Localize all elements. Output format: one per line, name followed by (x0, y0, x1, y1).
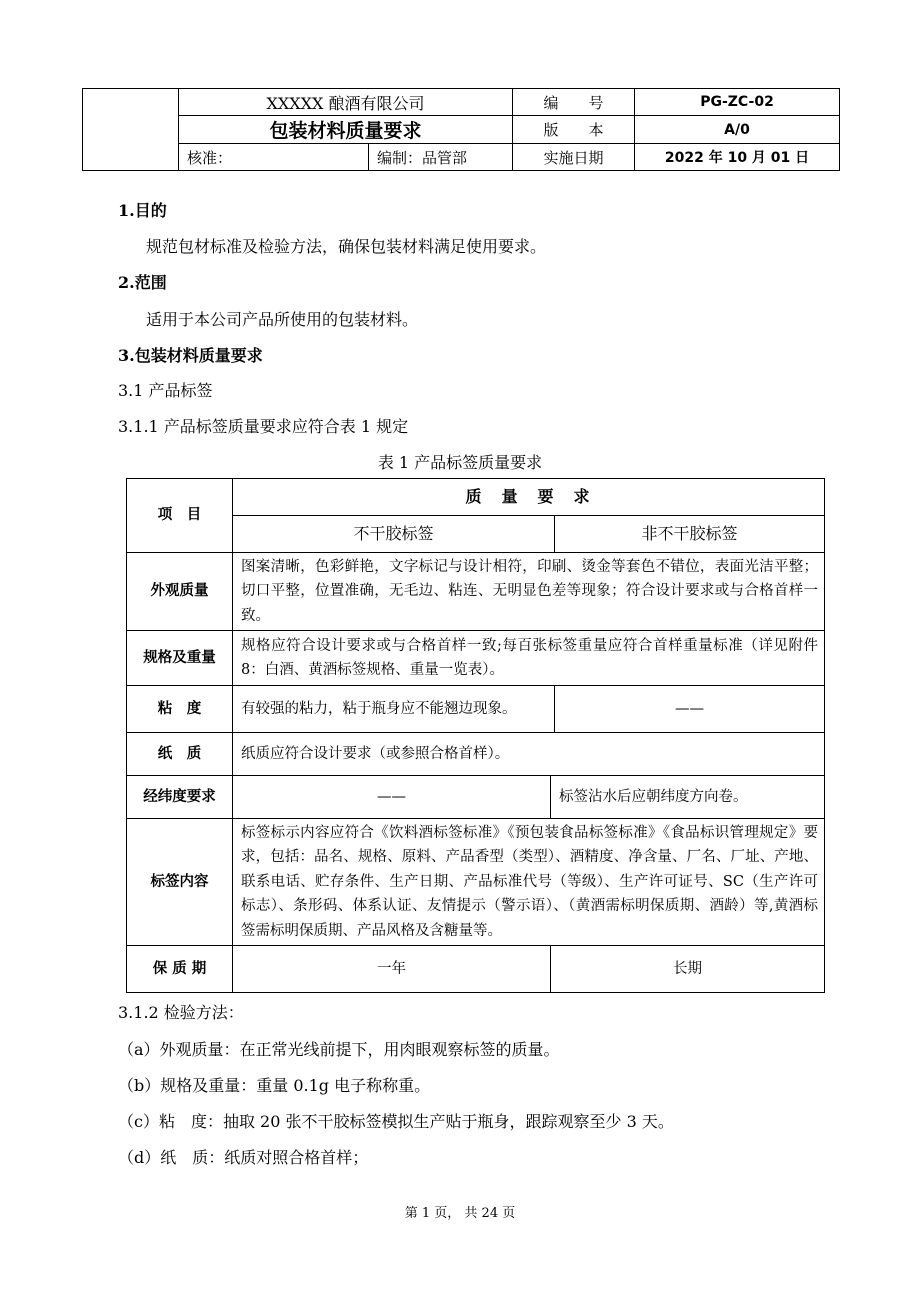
page-footer: 第 1 页， 共 24 页 (404, 1206, 516, 1221)
table-row (127, 776, 825, 819)
table-row (127, 553, 825, 631)
section-3-1-2-heading: 3.1.2 检验方法： (118, 1003, 244, 1022)
row-label: 粘 度 (127, 686, 233, 733)
method-d: （d）纸 质：纸质对照合格首样； (118, 1148, 369, 1167)
section-3-1-heading: 3.1 产品标签 (118, 381, 213, 400)
table-row (127, 819, 825, 946)
row-label: 经纬度要求 (127, 776, 233, 819)
section-1-heading: 1.目的 (118, 201, 167, 220)
method-c: （c）粘 度：抽取 20 张不干胶标签模拟生产贴于瓶身，跟踪观察至少 3 天。 (118, 1112, 674, 1131)
section-2-heading: 2.范围 (118, 273, 167, 292)
col-non-adhesive-header: 非不干胶标签 (555, 516, 825, 553)
doc-number-label: 编 号 (513, 89, 635, 116)
company-name: XXXXX 酿酒有限公司 (179, 89, 513, 116)
row-text: 规格应符合设计要求或与合格首样一致;每百张标签重量应符合首样重量标准（详见附件 8：白酒、黄酒标签规格、重量一览表）。 (233, 631, 825, 686)
table-row (127, 733, 825, 776)
method-b: （b）规格及重量：重量 0.1g 电子称称重。 (118, 1076, 431, 1095)
col-item-header: 项 目 (127, 479, 233, 553)
row-adhesive-text: 有较强的粘力，粘于瓶身应不能翘边现象。 (233, 686, 555, 733)
table-row (127, 631, 825, 686)
version-label: 版 本 (513, 116, 635, 144)
row-text: 标签标示内容应符合《饮料酒标签标准》《预包装食品标签标准》《食品标识管理规定》要求，包括：品名、规格、原料、产品香型（类型）、酒精度、净含量、厂名、厂址、产地、联系电话、贮存条件、生产日期、产品标准代号（等级）、生产许可证号、SC（生产许可标志）、条形码、体系认证、友情提示（警示语）、（黄酒需标明保质期、酒龄）等,黄酒标签需标明保质期、产品风格及含糖量等。 (233, 819, 825, 946)
row-label: 纸 质 (127, 733, 233, 776)
method-a: （a）外观质量：在正常光线前提下，用肉眼观察标签的质量。 (118, 1040, 560, 1059)
doc-title: 包装材料质量要求 (179, 116, 513, 144)
row-non-adhesive-text: 标签沾水后应朝纬度方向卷。 (551, 776, 825, 819)
row-label: 标签内容 (127, 819, 233, 946)
compiled-by: 编制：品管部 (369, 144, 513, 171)
section-3-heading: 3.包装材料质量要求 (118, 346, 263, 365)
logo-cell (83, 89, 179, 171)
row-non-adhesive-text: 长期 (551, 946, 825, 993)
approved-by: 核准： (179, 144, 369, 171)
row-text: 纸质应符合设计要求（或参照合格首样）。 (233, 733, 825, 776)
label-quality-table (126, 478, 825, 993)
row-non-adhesive-text: —— (555, 686, 825, 733)
row-label: 外观质量 (127, 553, 233, 631)
doc-number: PG-ZC-02 (635, 89, 840, 116)
row-label: 保 质 期 (127, 946, 233, 993)
table-row (127, 686, 825, 733)
section-1-text: 规范包材标准及检验方法，确保包装材料满足使用要求。 (146, 237, 547, 256)
row-text: 图案清晰，色彩鲜艳，文字标记与设计相符，印刷、烫金等套色不错位，表面光洁平整；切口平整，位置准确，无毛边、粘连、无明显色差等现象；符合设计要求或与合格首样一致。 (233, 553, 825, 631)
col-adhesive-header: 不干胶标签 (233, 516, 555, 553)
col-requirement-header: 质 量 要 求 (233, 479, 825, 516)
effective-date-label: 实施日期 (513, 144, 635, 171)
effective-date: 2022 年 10 月 01 日 (635, 144, 840, 171)
document-header-table (82, 88, 840, 171)
version: A/0 (635, 116, 840, 144)
table-row (127, 946, 825, 993)
section-3-1-1-heading: 3.1.1 产品标签质量要求应符合表 1 规定 (118, 417, 409, 436)
table-caption: 表 1 产品标签质量要求 (377, 453, 543, 472)
section-2-text: 适用于本公司产品所使用的包装材料。 (146, 310, 419, 329)
row-label: 规格及重量 (127, 631, 233, 686)
row-adhesive-text: —— (233, 776, 551, 819)
row-adhesive-text: 一年 (233, 946, 551, 993)
